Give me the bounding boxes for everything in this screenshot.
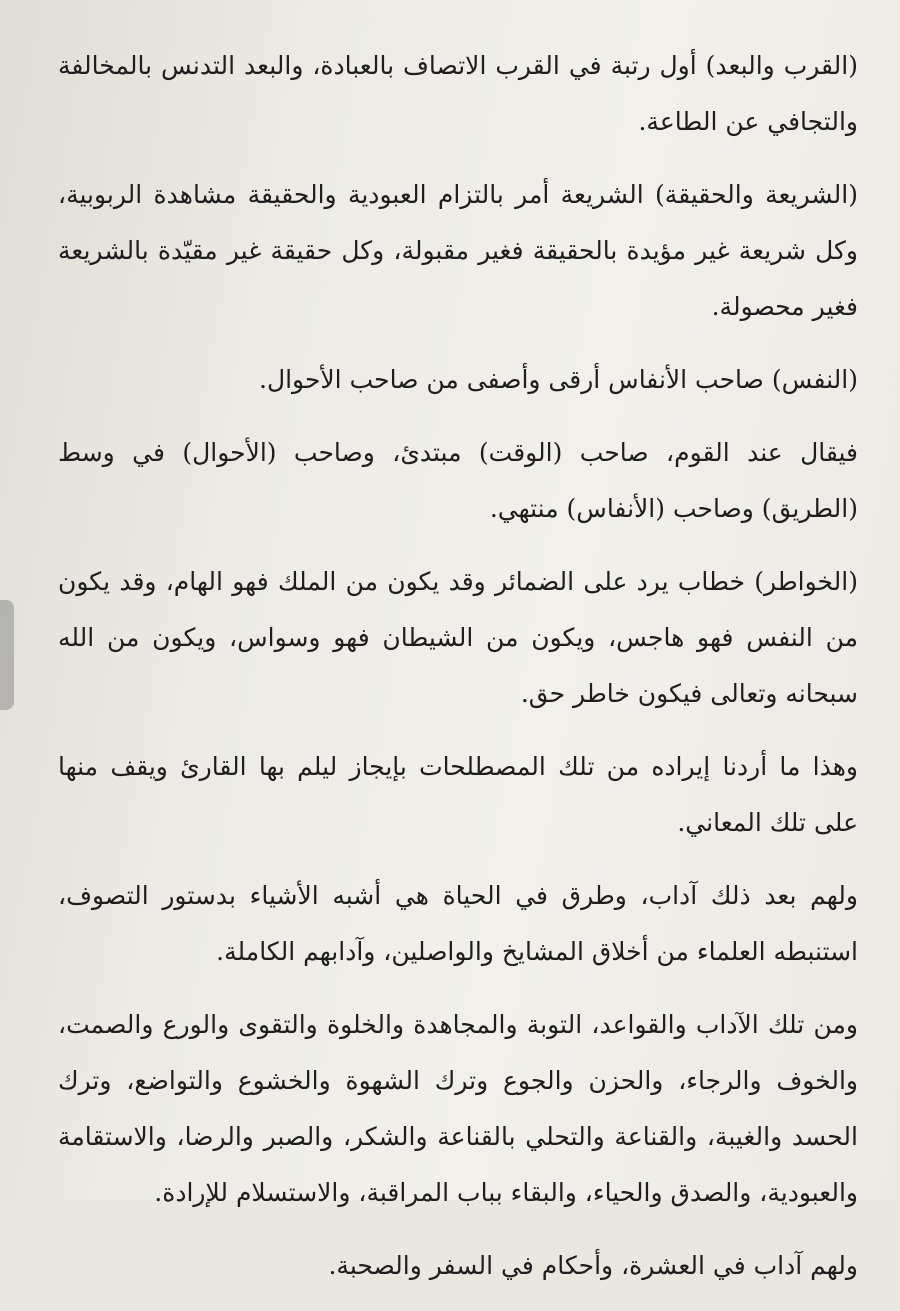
paragraph-ishra: ولهم آداب في العشرة، وأحكام في السفر والصحبة. bbox=[328, 1251, 858, 1280]
page-edge-shadow bbox=[0, 600, 14, 710]
paragraph-khawatir: (الخواطر) خطاب يرد على الضمائر وقد يكون من الملك فهو الهام، وقد يكون من النفس فهو هاجس، ويكون من الشيطان فهو وسواس، ويكون من الله سبحانه وتعالى فيكون خاطر حق. bbox=[58, 567, 858, 708]
paragraph-near-far: (القرب والبعد) أول رتبة في القرب الاتصاف بالعبادة، والبعد التدنس بالمخالفة والتجافي عن الطاعة. bbox=[58, 51, 858, 136]
paragraph-stages: فيقال عند القوم، صاحب (الوقت) مبتدئ، وصاحب (الأحوال) في وسط (الطريق) وصاحب (الأنفاس) منتهي. bbox=[58, 438, 858, 523]
paragraph-summary: وهذا ما أردنا إيراده من تلك المصطلحات بإيجاز ليلم بها القارئ ويقف منها على تلك المعاني. bbox=[58, 752, 858, 837]
paragraph-sharia-haqiqa: (الشريعة والحقيقة) الشريعة أمر بالتزام العبودية والحقيقة مشاهدة الربوبية، وكل شريعة غير مؤيدة بالحقيقة فغير مقبولة، وكل حقيقة غير مقيّدة بالشريعة فغير محصولة. bbox=[58, 180, 858, 321]
paragraph-adab-list: ومن تلك الآداب والقواعد، التوبة والمجاهدة والخلوة والتقوى والورع والصمت، والخوف والرجاء، والحزن والجوع وترك الشهوة والخشوع والتواضع، وترك الحسد والغيبة، والقناعة والتحلي بالقناعة والشكر، والصبر والرضا، والاستقامة والعبودية، والصدق والحياء، والبقاء بباب المراقبة، والاستسلام للإرادة. bbox=[58, 1010, 858, 1207]
page-body bbox=[58, 38, 858, 1311]
paragraph-adab: ولهم بعد ذلك آداب، وطرق في الحياة هي أشبه الأشياء بدستور التصوف، استنبطه العلماء من أخلاق المشايخ والواصلين، وآدابهم الكاملة. bbox=[58, 881, 858, 966]
paragraph-nafs: (النفس) صاحب الأنفاس أرقى وأصفى من صاحب الأحوال. bbox=[259, 365, 858, 394]
